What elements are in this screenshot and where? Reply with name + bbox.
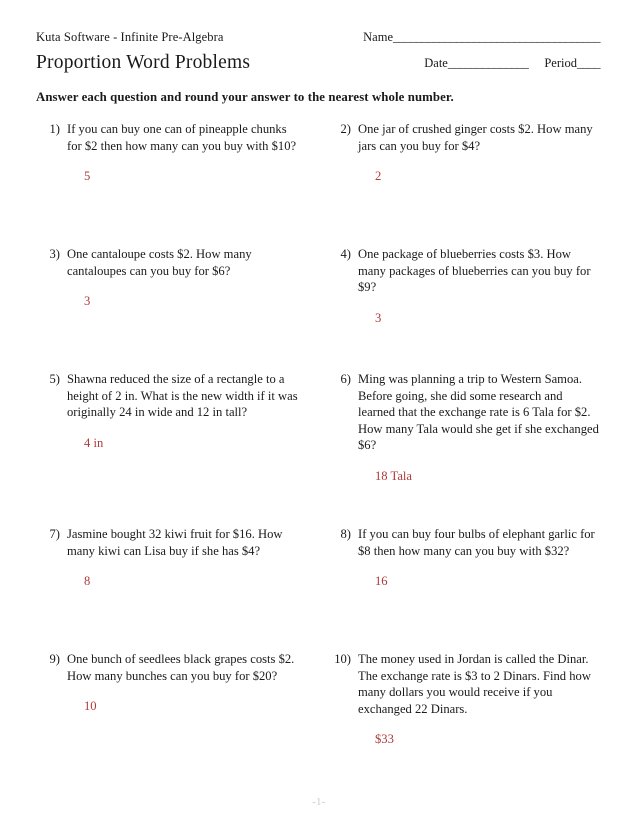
question-number: 6) — [340, 372, 351, 387]
problem-1 — [36, 121, 319, 246]
question-number: 4) — [340, 247, 351, 262]
name-blank-rule: ____________________________________ — [393, 30, 600, 44]
answer-value: 8 — [84, 574, 91, 589]
worksheet-header — [36, 28, 602, 45]
name-label: Name — [363, 30, 393, 44]
period-label: Period — [544, 56, 577, 71]
question-text: Ming was planning a trip to Western Samoa. Before going, she did some research and learned that the exchange rate is 6 Tala for $2. How many Tala would she get if she exchanged $6? — [358, 372, 599, 453]
answer-value: 3 — [84, 294, 91, 309]
answer-value: 2 — [375, 169, 382, 184]
problem-row — [36, 651, 602, 776]
question-block — [327, 121, 602, 154]
problem-5 — [36, 371, 319, 526]
question-block — [36, 246, 303, 279]
answer-value: 16 — [375, 574, 388, 589]
question-block — [327, 371, 602, 454]
name-field — [363, 28, 602, 45]
question-number: 5) — [49, 372, 60, 387]
date-label: Date — [424, 56, 448, 71]
question-block — [36, 651, 303, 684]
question-block — [36, 121, 303, 154]
question-text: One cantaloupe costs $2. How many cantaloupes can you buy for $6? — [67, 247, 252, 278]
problem-list — [36, 121, 602, 776]
problem-3 — [36, 246, 319, 371]
problem-9 — [36, 651, 319, 776]
problem-10 — [319, 651, 602, 776]
question-text: Jasmine bought 32 kiwi fruit for $16. How many kiwi can Lisa buy if she has $4? — [67, 527, 283, 558]
problem-row — [36, 121, 602, 246]
question-number: 2) — [340, 122, 351, 137]
answer-value: $33 — [375, 732, 394, 747]
question-text: If you can buy one can of pineapple chunks for $2 then how many can you buy with $10? — [67, 122, 297, 153]
problem-2 — [319, 121, 602, 246]
question-text: One bunch of seedlees black grapes costs $2. How many bunches can you buy for $20? — [67, 652, 295, 683]
date-period-field — [424, 56, 602, 73]
problem-8 — [319, 526, 602, 651]
question-block — [36, 371, 303, 421]
software-brand-line: Kuta Software - Infinite Pre-Algebra — [36, 30, 224, 44]
question-block — [36, 526, 303, 559]
question-number: 9) — [49, 652, 60, 667]
page-number: -1- — [312, 797, 326, 808]
question-block — [327, 246, 602, 296]
answer-value: 4 in — [84, 435, 104, 450]
answer-value: 10 — [84, 699, 97, 714]
page-footer — [0, 797, 638, 808]
question-text: One jar of crushed ginger costs $2. How many jars can you buy for $4? — [358, 122, 593, 153]
period-blank-rule: ____ — [577, 56, 600, 71]
question-block — [327, 526, 602, 559]
problem-6 — [319, 371, 602, 526]
problem-row — [36, 371, 602, 526]
question-number: 3) — [49, 247, 60, 262]
problem-4 — [319, 246, 602, 371]
question-number: 7) — [49, 527, 60, 542]
question-text: One package of blueberries costs $3. How many packages of blueberries can you buy for $9? — [358, 247, 591, 295]
question-block — [327, 651, 602, 717]
title-row — [36, 52, 602, 73]
question-text: If you can buy four bulbs of elephant garlic for $8 then how many can you buy with $32? — [358, 527, 595, 558]
problem-7 — [36, 526, 319, 651]
answer-value: 5 — [84, 169, 91, 184]
problem-row — [36, 246, 602, 371]
date-blank-rule: ______________ — [447, 56, 529, 71]
answer-value: 18 Tala — [375, 468, 413, 483]
problem-row — [36, 526, 602, 651]
question-number: 1) — [49, 122, 60, 137]
page-title: Proportion Word Problems — [36, 52, 251, 73]
question-number: 10) — [334, 652, 351, 667]
question-text: The money used in Jordan is called the Dinar. The exchange rate is $3 to 2 Dinars. Find how many dollars you would receive if you exchanged 22 Dinars. — [358, 652, 591, 716]
question-number: 8) — [340, 527, 351, 542]
instructions-line: Answer each question and round your answer to the nearest whole number. — [36, 90, 454, 105]
answer-value: 3 — [375, 310, 382, 325]
question-text: Shawna reduced the size of a rectangle to a height of 2 in. What is the new width if it was originally 24 in wide and 12 in tall? — [67, 372, 298, 420]
